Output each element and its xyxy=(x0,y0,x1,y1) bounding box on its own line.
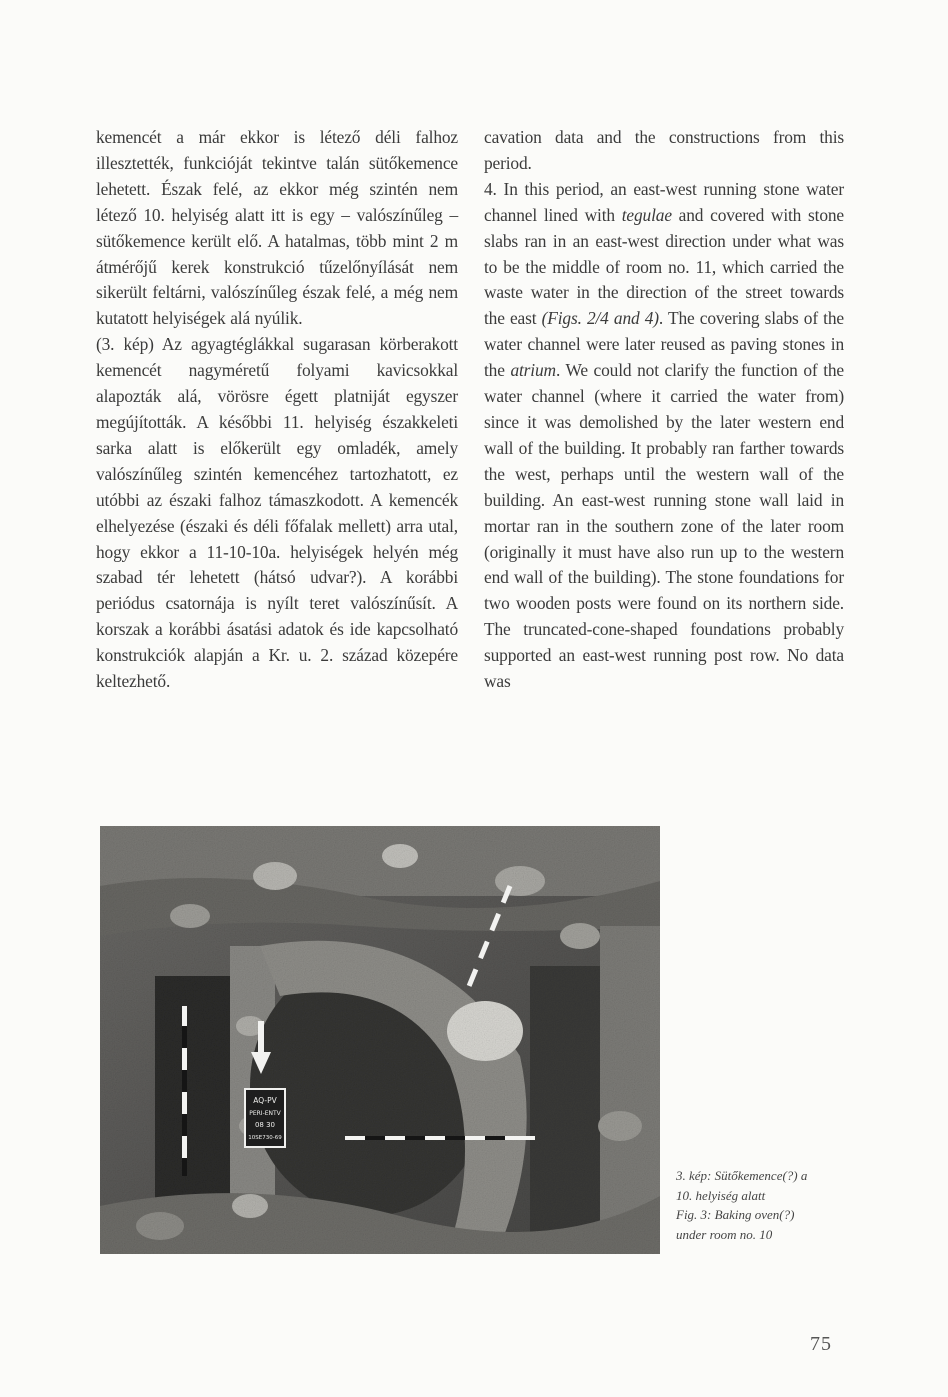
left-paragraph-2: (3. kép) Az agyagtéglákkal sugarasan körberakott kemencét nagyméretű folyami kavicsokkal alapozták alá, vörösre égett platniját egyszer megújították. A későbbi 11. helyiség északkeleti sarka alatt is előkerült egy omladék, amely valószínűleg szintén kemencéhez tartozhatott, ez utóbbi az északi falhoz támaszkodott. A kemencék elhelyezése (északi és déli főfalak mellett) arra utal, hogy ekkor a 11-10-10a. helyiségek helyén még szabad tér lehetett (hátsó udvar?). A korábbi periódus csatornája is nyílt teret valószínűsít. A korszak a korábbi ásatási adatok és ide kapcsolható konstrukciók alapján a Kr. u. 2. század közepére keltezhető. xyxy=(96,334,458,692)
caption-en-line-1: Fig. 3: Baking oven(?) xyxy=(676,1207,795,1222)
page-number: 75 xyxy=(810,1333,832,1355)
caption-hu-line-1: 3. kép: Sütőkemence(?) a xyxy=(676,1168,808,1183)
sign-line-2: PERI-ENTV xyxy=(249,1110,281,1117)
caption-en-line-2: under room no. 10 xyxy=(676,1226,773,1242)
excavation-photo-drawing xyxy=(100,826,660,1254)
term-tegulae: tegulae xyxy=(621,204,672,225)
term-atrium: atrium xyxy=(510,360,556,381)
figure-reference: (Figs. 2/4 and 4) xyxy=(541,308,659,329)
left-text-column xyxy=(96,125,458,695)
vertical-scale-bar xyxy=(182,1006,187,1176)
right-text-column xyxy=(484,125,844,695)
sign-line-4: 10SE730-69 xyxy=(248,1135,282,1141)
excavation-photo xyxy=(100,826,660,1254)
text-run: . The covering slabs of the water channel were later reused as paving stones in the xyxy=(484,308,844,381)
figure-caption xyxy=(676,1166,856,1244)
horizontal-scale-bar xyxy=(345,1136,535,1140)
text-run: 4. In this period, an east-west running stone water channel lined with xyxy=(484,178,844,225)
left-paragraph-1: kemencét a már ekkor is létező déli falhoz illesztették, funkcióját tekintve talán sütőkemence lehetett. Észak felé, az ekkor még szintén nem létező 10. helyiség alatt itt is egy – valószínűleg – sütőkemence került elő. A hatalmas, több mint 2 m átmérőjű kerek konstrukció tűzelőnyílását nem sikerült feltárni, valószínűleg észak felé, a még nem kutatott helyiségek alá nyúlik. xyxy=(96,127,458,329)
caption-hu-line-2: 10. helyiség alatt xyxy=(676,1187,766,1203)
right-paragraph-1: cavation data and the constructions from this period. xyxy=(484,127,844,173)
sign-line-1: AQ-PV xyxy=(253,1096,277,1105)
right-paragraph-2 xyxy=(484,177,844,695)
text-run: . We could not clarify the function of the water channel (where it carried the water from) since it was demolished by the later western end wall of the building. It probably ran farther towards the west, perhaps until the western wall of the building. An east-west running stone wall laid in mortar ran in the southern zone of the later room (originally it must have also run up to the western end wall of the building). The stone foundations for two wooden posts were found on its northern side. The truncated-cone-shaped foundations probably supported an east-west running post row. No data was xyxy=(484,360,844,692)
site-sign xyxy=(244,1088,286,1148)
text-run: and covered with stone slabs ran in an east-west direction under what was to be the middle of room no. 11, which carried the waste water in the direction of the street towards the east xyxy=(484,204,844,329)
sign-line-3: 08 30 xyxy=(254,1121,276,1129)
